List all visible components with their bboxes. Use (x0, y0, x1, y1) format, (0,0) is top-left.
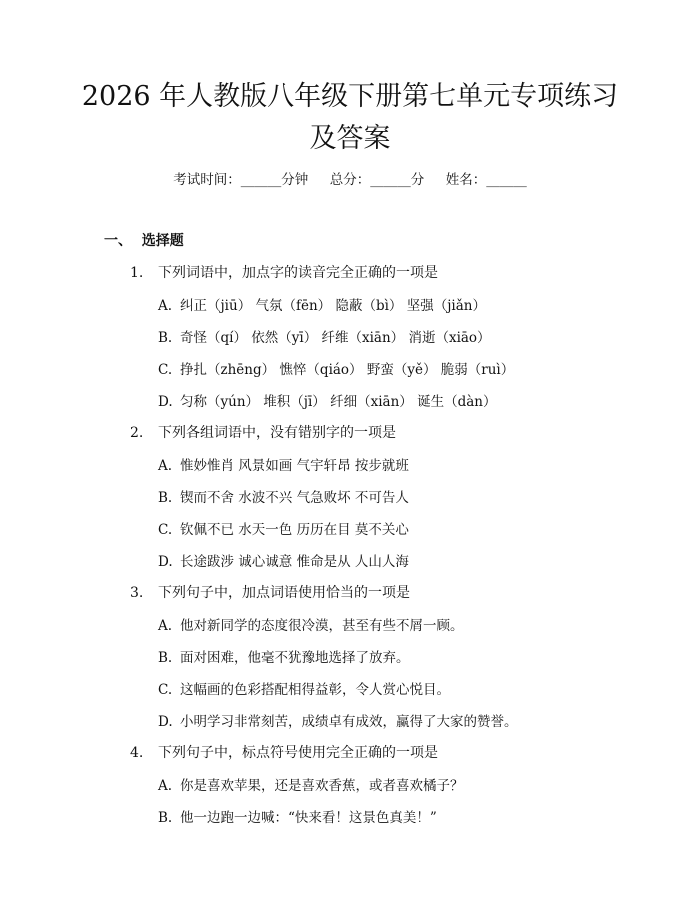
title-line-2: 及答案 (309, 123, 391, 154)
question-4 (130, 742, 438, 762)
question-number: 3. (130, 585, 144, 601)
option-letter: A. (158, 778, 173, 794)
question-number: 1. (130, 265, 144, 281)
question-text: 下列句子中，标点符号使用完全正确的一项是 (158, 745, 438, 761)
question-text: 下列词语中，加点字的读音完全正确的一项是 (158, 265, 438, 281)
option-text: 这幅画的色彩搭配相得益彰，令人赏心悦目。 (180, 682, 450, 698)
question-3-option-b (158, 646, 410, 666)
option-letter: B. (158, 650, 173, 666)
question-text: 下列各组词语中，没有错别字的一项是 (158, 425, 396, 441)
option-letter: B. (158, 330, 173, 346)
question-2 (130, 422, 396, 442)
option-text: 匀称（yún） 堆积（jī） 纤细（xiān） 诞生（dàn） (180, 394, 497, 410)
option-letter: A. (158, 618, 173, 634)
question-1-option-a (158, 294, 486, 314)
option-text: 挣扎（zhēng） 憔悴（qiáo） 野蛮（yě） 脆弱（ruì） (180, 362, 515, 378)
question-text: 下列句子中，加点词语使用恰当的一项是 (158, 585, 410, 601)
option-text: 长途跋涉 诚心诚意 惟命是从 人山人海 (180, 554, 409, 570)
question-3-option-a (158, 614, 464, 634)
section-heading: 一、 选择题 (104, 233, 184, 249)
option-letter: D. (158, 554, 173, 570)
question-3-option-d (158, 710, 518, 730)
option-letter: A. (158, 458, 173, 474)
title-line-1: 2026 年人教版八年级下册第七单元专项练习 (81, 81, 619, 112)
option-text: 你是喜欢苹果，还是喜欢香蕉，或者喜欢橘子？ (180, 778, 464, 794)
question-2-option-c (158, 518, 409, 538)
question-number: 4. (130, 745, 144, 761)
exam-info-line: 考试时间：______分钟 总分：______分 姓名：______ (173, 172, 527, 188)
option-letter: B. (158, 490, 173, 506)
option-letter: D. (158, 714, 173, 730)
question-number: 2. (130, 425, 144, 441)
option-text: 惟妙惟肖 风景如画 气宇轩昂 按步就班 (180, 458, 409, 474)
option-letter: B. (158, 810, 173, 826)
option-text: 面对困难，他毫不犹豫地选择了放弃。 (180, 650, 410, 666)
option-text: 锲而不舍 水波不兴 气急败坏 不可告人 (180, 490, 409, 506)
option-letter: C. (158, 362, 173, 378)
question-1-option-b (158, 326, 491, 346)
question-1-option-c (158, 358, 514, 378)
option-letter: A. (158, 298, 173, 314)
question-3 (130, 582, 410, 602)
option-text: 奇怪（qí） 依然（yī） 纤维（xiān） 消逝（xiāo） (180, 330, 491, 346)
option-letter: C. (158, 682, 173, 698)
question-1 (130, 262, 438, 282)
option-letter: C. (158, 522, 173, 538)
question-1-option-d (158, 390, 496, 410)
option-text: 钦佩不已 水天一色 历历在目 莫不关心 (180, 522, 409, 538)
option-text: 纠正（jiū） 气氛（fēn） 隐蔽（bì） 坚强（jiǎn） (180, 298, 486, 314)
question-2-option-d (158, 550, 409, 570)
question-4-option-a (158, 774, 464, 794)
option-letter: D. (158, 394, 173, 410)
option-text: 他一边跑一边喊：“快来看！这景色真美！” (180, 810, 437, 826)
question-2-option-a (158, 454, 409, 474)
option-text: 小明学习非常刻苦，成绩卓有成效，赢得了大家的赞誉。 (180, 714, 518, 730)
question-2-option-b (158, 486, 409, 506)
document-title (0, 76, 700, 160)
option-text: 他对新同学的态度很冷漠，甚至有些不屑一顾。 (180, 618, 464, 634)
question-3-option-c (158, 678, 450, 698)
question-4-option-b (158, 806, 437, 826)
